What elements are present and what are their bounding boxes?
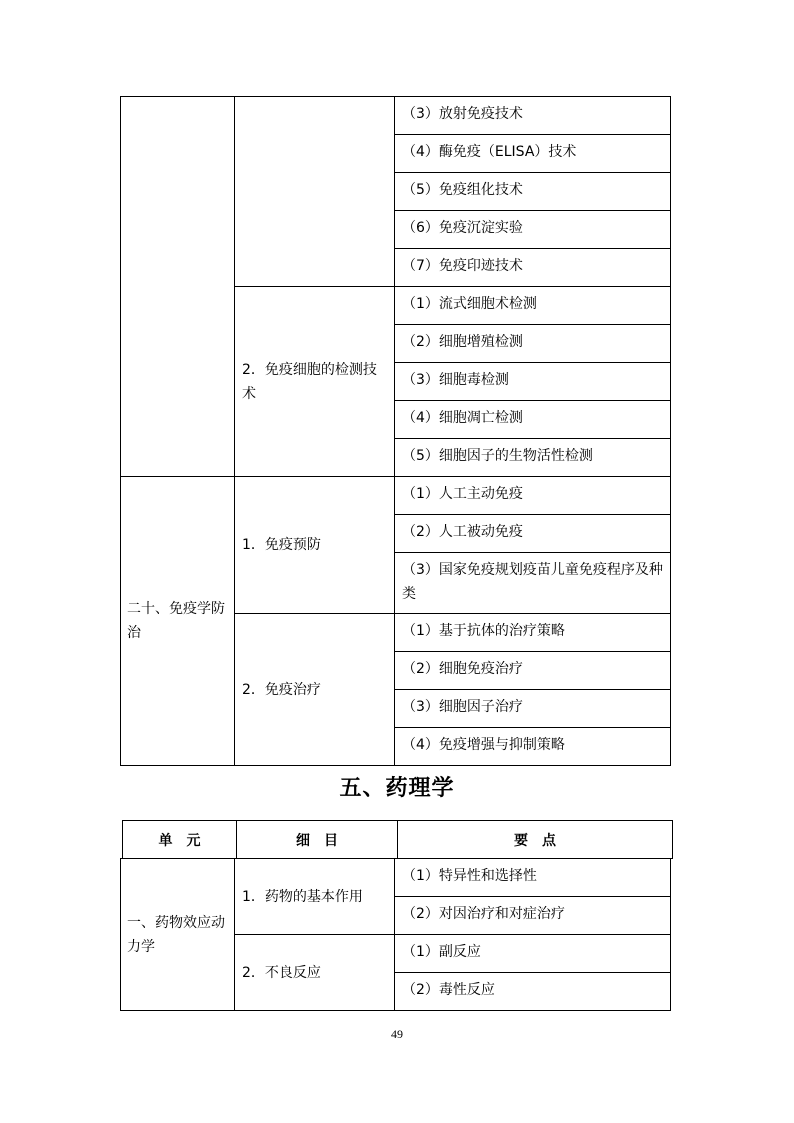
point-cell: （2）对因治疗和对症治疗: [395, 897, 671, 935]
unit-label: 一、药物效应动力学: [121, 859, 235, 1011]
point-cell: （1）人工主动免疫: [395, 477, 671, 515]
point-cell: （2）细胞增殖检测: [395, 325, 671, 363]
subitem-label: 2．免疫治疗: [235, 614, 395, 766]
point-cell: （4）酶免疫（ELISA）技术: [395, 135, 671, 173]
subitem-label: 1．药物的基本作用: [235, 859, 395, 935]
point-cell: （3）细胞毒检测: [395, 363, 671, 401]
point-cell: （5）细胞因子的生物活性检测: [395, 439, 671, 477]
subitem-label: 2．免疫细胞的检测技术: [235, 287, 395, 477]
point-cell: （2）细胞免疫治疗: [395, 652, 671, 690]
point-cell: （3）国家免疫规划疫苗儿童免疫程序及种类: [395, 553, 671, 614]
point-cell: （5）免疫组化技术: [395, 173, 671, 211]
subitem-label: 1．免疫预防: [235, 477, 395, 614]
table-header: [122, 820, 673, 859]
subitem-label: 2．不良反应: [235, 935, 395, 1011]
point-cell: （3）细胞因子治疗: [395, 690, 671, 728]
unit-cell-continued: [121, 97, 235, 477]
unit-label: 二十、免疫学防治: [121, 477, 235, 766]
pharmacology-table: [120, 858, 671, 1011]
point-cell: （3）放射免疫技术: [395, 97, 671, 135]
section-title: 五、药理学: [339, 775, 455, 801]
point-cell: （2）人工被动免疫: [395, 515, 671, 553]
header-points: 要 点: [398, 821, 673, 859]
subitem-cell-continued: [235, 97, 395, 287]
header-unit: 单 元: [123, 821, 237, 859]
point-cell: （1）特异性和选择性: [395, 859, 671, 897]
immunology-table: [120, 96, 671, 766]
point-cell: （1）流式细胞术检测: [395, 287, 671, 325]
point-cell: （4）细胞凋亡检测: [395, 401, 671, 439]
page-number: 49: [391, 1027, 403, 1041]
header-subitem: 细 目: [237, 821, 398, 859]
point-cell: （2）毒性反应: [395, 973, 671, 1011]
point-cell: （7）免疫印迹技术: [395, 249, 671, 287]
point-cell: （1）基于抗体的治疗策略: [395, 614, 671, 652]
point-cell: （4）免疫增强与抑制策略: [395, 728, 671, 766]
point-cell: （1）副反应: [395, 935, 671, 973]
point-cell: （6）免疫沉淀实验: [395, 211, 671, 249]
